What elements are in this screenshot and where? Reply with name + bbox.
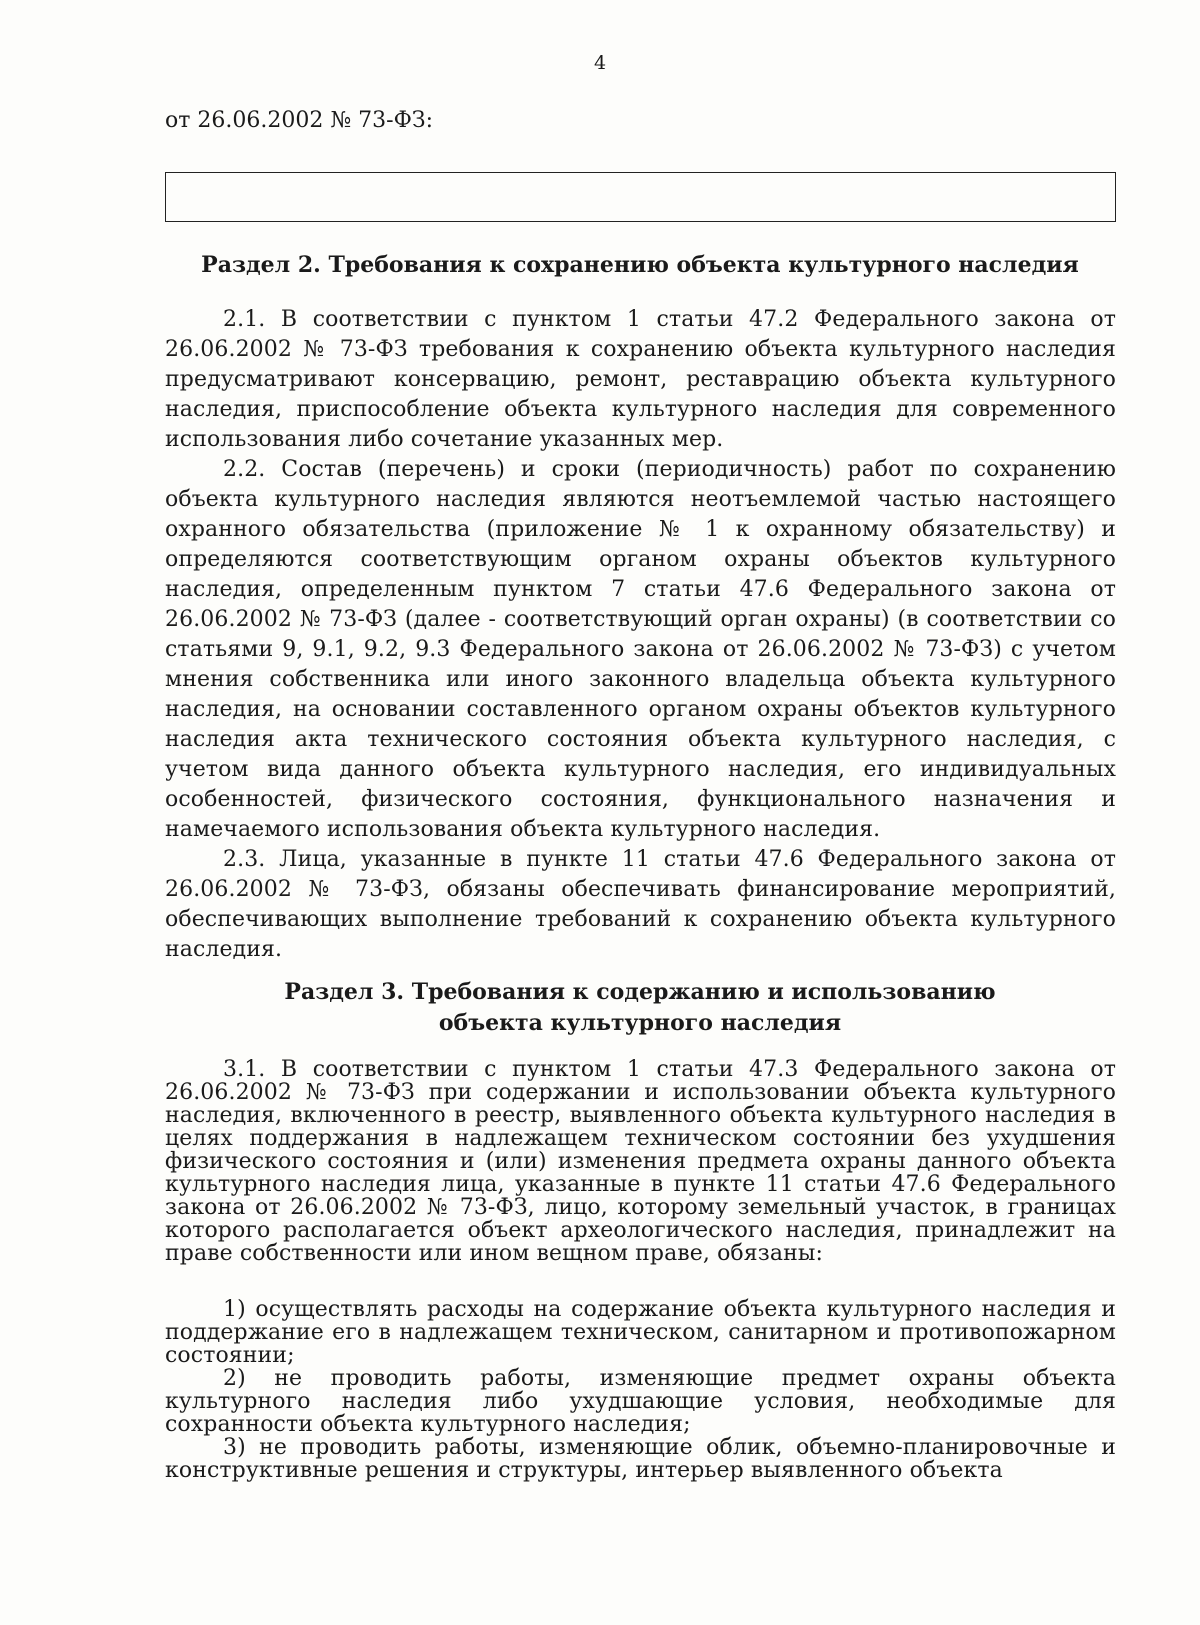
paragraph-2-1: 2.1. В соответствии с пунктом 1 статьи 47.2 Федерального закона от 26.06.2002 № 73-ФЗ требования к сохранению объекта культурного наследия предусматривают консервацию, ремонт, реставрацию объекта культурного наследия, приспособление объекта культурного наследия для современного использования либо сочетание указанных мер. xyxy=(165,307,1116,452)
list-item-1: 1) осуществлять расходы на содержание объекта культурного наследия и поддержание его в надлежащем техническом, санитарном и противопожарном состоянии; xyxy=(165,1297,1116,1368)
paragraph-2-3: 2.3. Лица, указанные в пункте 11 статьи 47.6 Федерального закона от 26.06.2002 № 73-ФЗ, обязаны обеспечивать финансирование мероприятий, обеспечивающих выполнение требований к сохранению объекта культурного наследия. xyxy=(165,847,1116,962)
section3-items xyxy=(165,1298,1116,1482)
empty-frame xyxy=(165,172,1116,222)
section3-intro xyxy=(165,1058,1116,1265)
section3-heading-line2: объекта культурного наследия xyxy=(438,1010,842,1036)
list-item-3: 3) не проводить работы, изменяющие облик, объемно-планировочные и конструктивные решения и структуры, интерьер выявленного объекта xyxy=(165,1435,1116,1483)
paragraph-2-2: 2.2. Состав (перечень) и сроки (периодичность) работ по сохранению объекта культурного наследия являются неотъемлемой частью настоящего охранного обязательства (приложение № 1 к охранному обязательству) и определяются соответствующим органом охраны объектов культурного наследия, определенным пунктом 7 статьи 47.6 Федерального закона от 26.06.2002 № 73-ФЗ (далее - соответствующий орган охраны) (в соответствии со статьями 9, 9.1, 9.2, 9.3 Федерального закона от 26.06.2002 № 73-ФЗ) с учетом мнения собственника или иного законного владельца объекта культурного наследия, на основании составленного органом охраны объектов культурного наследия акта технического состояния объекта культурного наследия, с учетом вида данного объекта культурного наследия, его индивидуальных особенностей, физического состояния, функционального назначения и намечаемого использования объекта культурного наследия. xyxy=(165,457,1116,842)
section2-body xyxy=(165,305,1116,965)
list-item-2: 2) не проводить работы, изменяющие предмет охраны объекта культурного наследия либо ухудшающие условия, необходимые для сохранности объекта культурного наследия; xyxy=(165,1366,1116,1437)
section2-heading: Раздел 2. Требования к сохранению объекта культурного наследия xyxy=(201,252,1079,278)
section3-heading-line1: Раздел 3. Требования к содержанию и использованию xyxy=(284,979,996,1005)
paragraph-3-1: 3.1. В соответствии с пунктом 1 статьи 47.3 Федерального закона от 26.06.2002 № 73-ФЗ при содержании и использовании объекта культурного наследия, включенного в реестр, выявленного объекта культурного наследия в целях поддержания в надлежащем техническом состоянии без ухудшения физического состояния и (или) изменения предмета охраны данного объекта культурного наследия лица, указанные в пункте 11 статьи 47.6 Федерального закона от 26.06.2002 № 73-ФЗ, лицо, которому земельный участок, в границах которого располагается объект археологического наследия, принадлежит на праве собственности или ином вещном праве, обязаны: xyxy=(165,1057,1116,1266)
reference-line: от 26.06.2002 № 73-ФЗ: xyxy=(165,108,433,133)
page-number: 4 xyxy=(593,52,607,74)
section3-heading xyxy=(165,977,1115,1039)
